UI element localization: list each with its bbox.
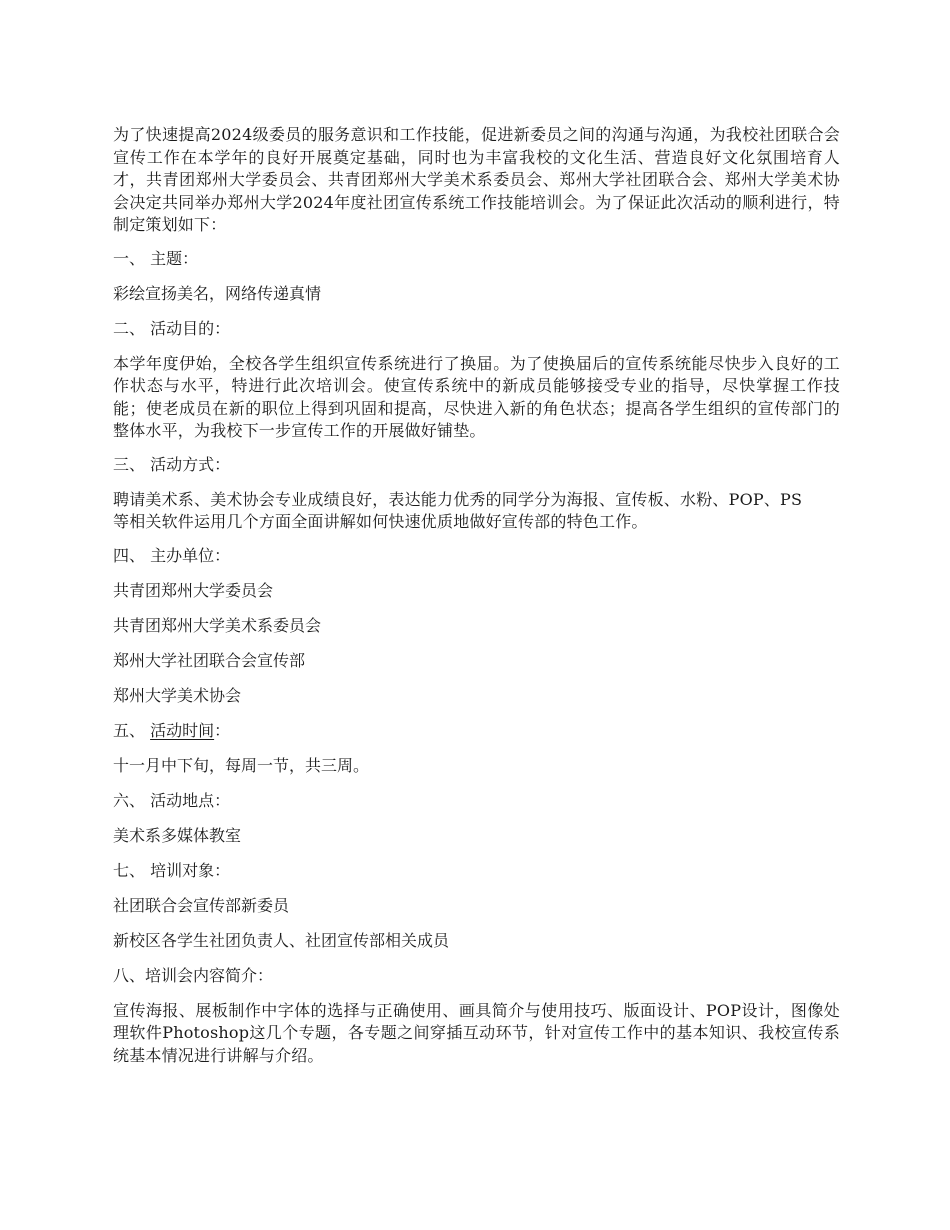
organizer-item: 共青团郑州大学委员会 (113, 580, 274, 600)
section-content-text: 宣传海报、展板制作中字体的选择与正确使用、画具简介与使用技巧、版面设计、POP设计，图像处理软件Photoshop这几个专题，各专题之间穿插互动环节，针对宣传工作中的基本知识、我校宣传系统基本情况进行讲解与介绍。 (113, 1000, 840, 1065)
organizer-item: 郑州大学社团联合会宣传部 (113, 650, 306, 670)
section-location-text: 美术系多媒体教室 (113, 825, 242, 845)
section-method-text: 聘请美术系、美术协会专业成绩良好，表达能力优秀的同学分为海报、宣传板、水粉、POP、PS等相关软件运用几个方面全面讲解如何快速优质地做好宣传部的特色工作。 (113, 489, 803, 531)
section-theme-heading: 一、 主题： (113, 248, 199, 268)
intro-paragraph: 为了快速提高2024级委员的服务意识和工作技能，促进新委员之间的沟通与沟通，为我校社团联合会宣传工作在本学年的良好开展奠定基础，同时也为丰富我校的文化生活、营造良好文化氛围培育人才，共青团郑州大学委员会、共青团郑州大学美术系委员会、郑州大学社团联合会、郑州大学美术协会决定共同举办郑州大学2024年度社团宣传系统工作技能培训会。为了保证此次活动的顺利进行，特制定策划如下： (113, 125, 840, 234)
audience-item: 新校区各学生社团负责人、社团宣传部相关成员 (113, 930, 450, 950)
section-theme-text: 彩绘宣扬美名，网络传递真情 (113, 283, 322, 303)
section-time-suffix: ： (214, 720, 231, 740)
section-method-heading: 三、 活动方式： (113, 454, 231, 474)
organizer-item: 共青团郑州大学美术系委员会 (113, 615, 322, 635)
section-time-prefix: 五、 (113, 720, 151, 740)
section-location-heading: 六、 活动地点： (113, 790, 231, 810)
section-audience-heading: 七、 培训对象： (113, 860, 231, 880)
section-organizers-heading: 四、 主办单位： (113, 545, 231, 565)
section-purpose-text: 本学年度伊始，全校各学生组织宣传系统进行了换届。为了使换届后的宣传系统能尽快步入良好的工作状态与水平，特进行此次培训会。使宣传系统中的新成员能够接受专业的指导，尽快掌握工作技能；使老成员在新的职位上得到巩固和提高，尽快进入新的角色状态；提高各学生组织的宣传部门的整体水平，为我校下一步宣传工作的开展做好铺垫。 (113, 353, 840, 440)
section-time-text: 十一月中下旬，每周一节，共三周。 (113, 755, 370, 775)
section-content-heading: 八、培训会内容简介： (113, 965, 274, 985)
audience-item: 社团联合会宣传部新委员 (113, 895, 290, 915)
section-time-title: 活动时间 (150, 720, 215, 740)
section-purpose-heading: 二、 活动目的： (113, 318, 231, 338)
organizer-item: 郑州大学美术协会 (113, 685, 242, 705)
section-time-heading (113, 720, 840, 742)
document-page (113, 124, 840, 1078)
